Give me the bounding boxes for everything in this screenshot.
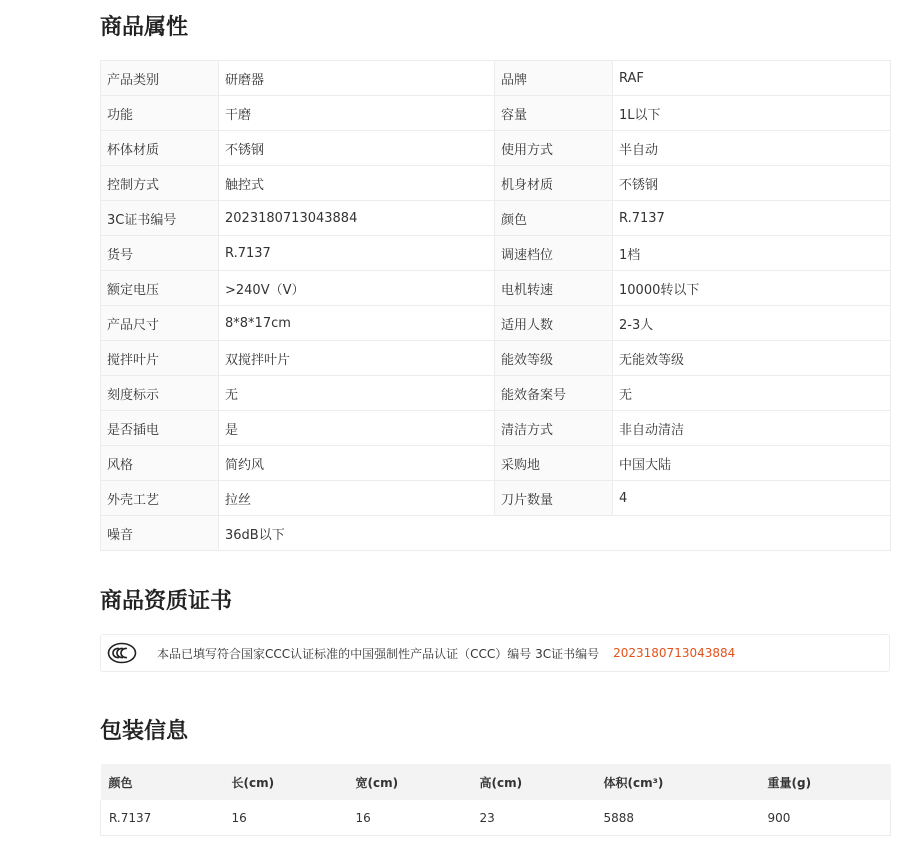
column-header: 高(cm) [472, 764, 596, 800]
table-row [101, 271, 891, 306]
attr-key: 搅拌叶片 [101, 341, 219, 376]
attr-value: 半自动 [613, 131, 891, 166]
table-row [101, 516, 891, 551]
attr-key: 能效等级 [495, 341, 613, 376]
attr-key: 能效备案号 [495, 376, 613, 411]
attr-key: 容量 [495, 96, 613, 131]
table-cell: R.7137 [101, 800, 224, 836]
attr-value: 1L以下 [613, 96, 891, 131]
attr-value: 8*8*17cm [219, 306, 495, 341]
attr-value: 双搅拌叶片 [219, 341, 495, 376]
attr-value: 不锈钢 [613, 166, 891, 201]
attr-key: 额定电压 [101, 271, 219, 306]
table-header-row [101, 764, 891, 800]
certificate-number: 2023180713043884 [613, 646, 736, 660]
attr-key: 是否插电 [101, 411, 219, 446]
attr-value: 拉丝 [219, 481, 495, 516]
attr-value: 36dB以下 [219, 516, 891, 551]
attr-key: 刀片数量 [495, 481, 613, 516]
attr-value: RAF [613, 61, 891, 96]
column-header: 体积(cm³) [596, 764, 760, 800]
table-row [101, 306, 891, 341]
attr-key: 产品尺寸 [101, 306, 219, 341]
column-header: 重量(g) [760, 764, 891, 800]
attr-value: 10000转以下 [613, 271, 891, 306]
attr-value: 无 [613, 376, 891, 411]
table-row [101, 96, 891, 131]
table-cell: 16 [224, 800, 348, 836]
attr-value: >240V（V） [219, 271, 495, 306]
attr-key: 风格 [101, 446, 219, 481]
attr-key: 采购地 [495, 446, 613, 481]
attr-key: 产品类别 [101, 61, 219, 96]
table-cell: 23 [472, 800, 596, 836]
attr-value: 2-3人 [613, 306, 891, 341]
section-title-packaging: 包装信息 [100, 719, 189, 744]
ccc-icon [107, 642, 137, 664]
attr-value: 中国大陆 [613, 446, 891, 481]
section-title-attributes: 商品属性 [100, 15, 189, 40]
certificate-box [100, 634, 890, 672]
attr-value: 无 [219, 376, 495, 411]
attr-key: 品牌 [495, 61, 613, 96]
column-header: 宽(cm) [348, 764, 472, 800]
attr-value: 1档 [613, 236, 891, 271]
attr-key: 3C证书编号 [101, 201, 219, 236]
attr-key: 杯体材质 [101, 131, 219, 166]
table-row [101, 481, 891, 516]
table-row [101, 411, 891, 446]
attr-value: 触控式 [219, 166, 495, 201]
table-row [101, 201, 891, 236]
table-row [101, 800, 891, 836]
attr-key: 控制方式 [101, 166, 219, 201]
attr-key: 外壳工艺 [101, 481, 219, 516]
attr-value: 4 [613, 481, 891, 516]
attr-value: 无能效等级 [613, 341, 891, 376]
attr-value: 非自动清洁 [613, 411, 891, 446]
table-row [101, 166, 891, 201]
section-title-certificate: 商品资质证书 [100, 589, 233, 614]
table-row [101, 341, 891, 376]
table-cell: 16 [348, 800, 472, 836]
attr-key: 调速档位 [495, 236, 613, 271]
attr-key: 功能 [101, 96, 219, 131]
attr-key: 清洁方式 [495, 411, 613, 446]
table-row [101, 446, 891, 481]
table-cell: 5888 [596, 800, 760, 836]
attributes-table [100, 60, 891, 551]
table-row [101, 61, 891, 96]
column-header: 长(cm) [224, 764, 348, 800]
attr-value: 不锈钢 [219, 131, 495, 166]
attr-value: 是 [219, 411, 495, 446]
column-header: 颜色 [101, 764, 224, 800]
attr-key: 电机转速 [495, 271, 613, 306]
attr-value: 研磨器 [219, 61, 495, 96]
attr-value: 简约风 [219, 446, 495, 481]
table-row [101, 131, 891, 166]
attr-key: 适用人数 [495, 306, 613, 341]
attr-value: R.7137 [613, 201, 891, 236]
attr-key: 使用方式 [495, 131, 613, 166]
packaging-table [100, 764, 891, 836]
table-row [101, 376, 891, 411]
attr-key: 噪音 [101, 516, 219, 551]
table-cell: 900 [760, 800, 891, 836]
table-row [101, 236, 891, 271]
attr-key: 刻度标示 [101, 376, 219, 411]
attr-value: 2023180713043884 [219, 201, 495, 236]
attr-value: R.7137 [219, 236, 495, 271]
attr-key: 货号 [101, 236, 219, 271]
attr-key: 机身材质 [495, 166, 613, 201]
attr-key: 颜色 [495, 201, 613, 236]
certificate-text: 本品已填写符合国家CCC认证标准的中国强制性产品认证（CCC）编号 3C证书编号 [157, 646, 600, 661]
attr-value: 干磨 [219, 96, 495, 131]
